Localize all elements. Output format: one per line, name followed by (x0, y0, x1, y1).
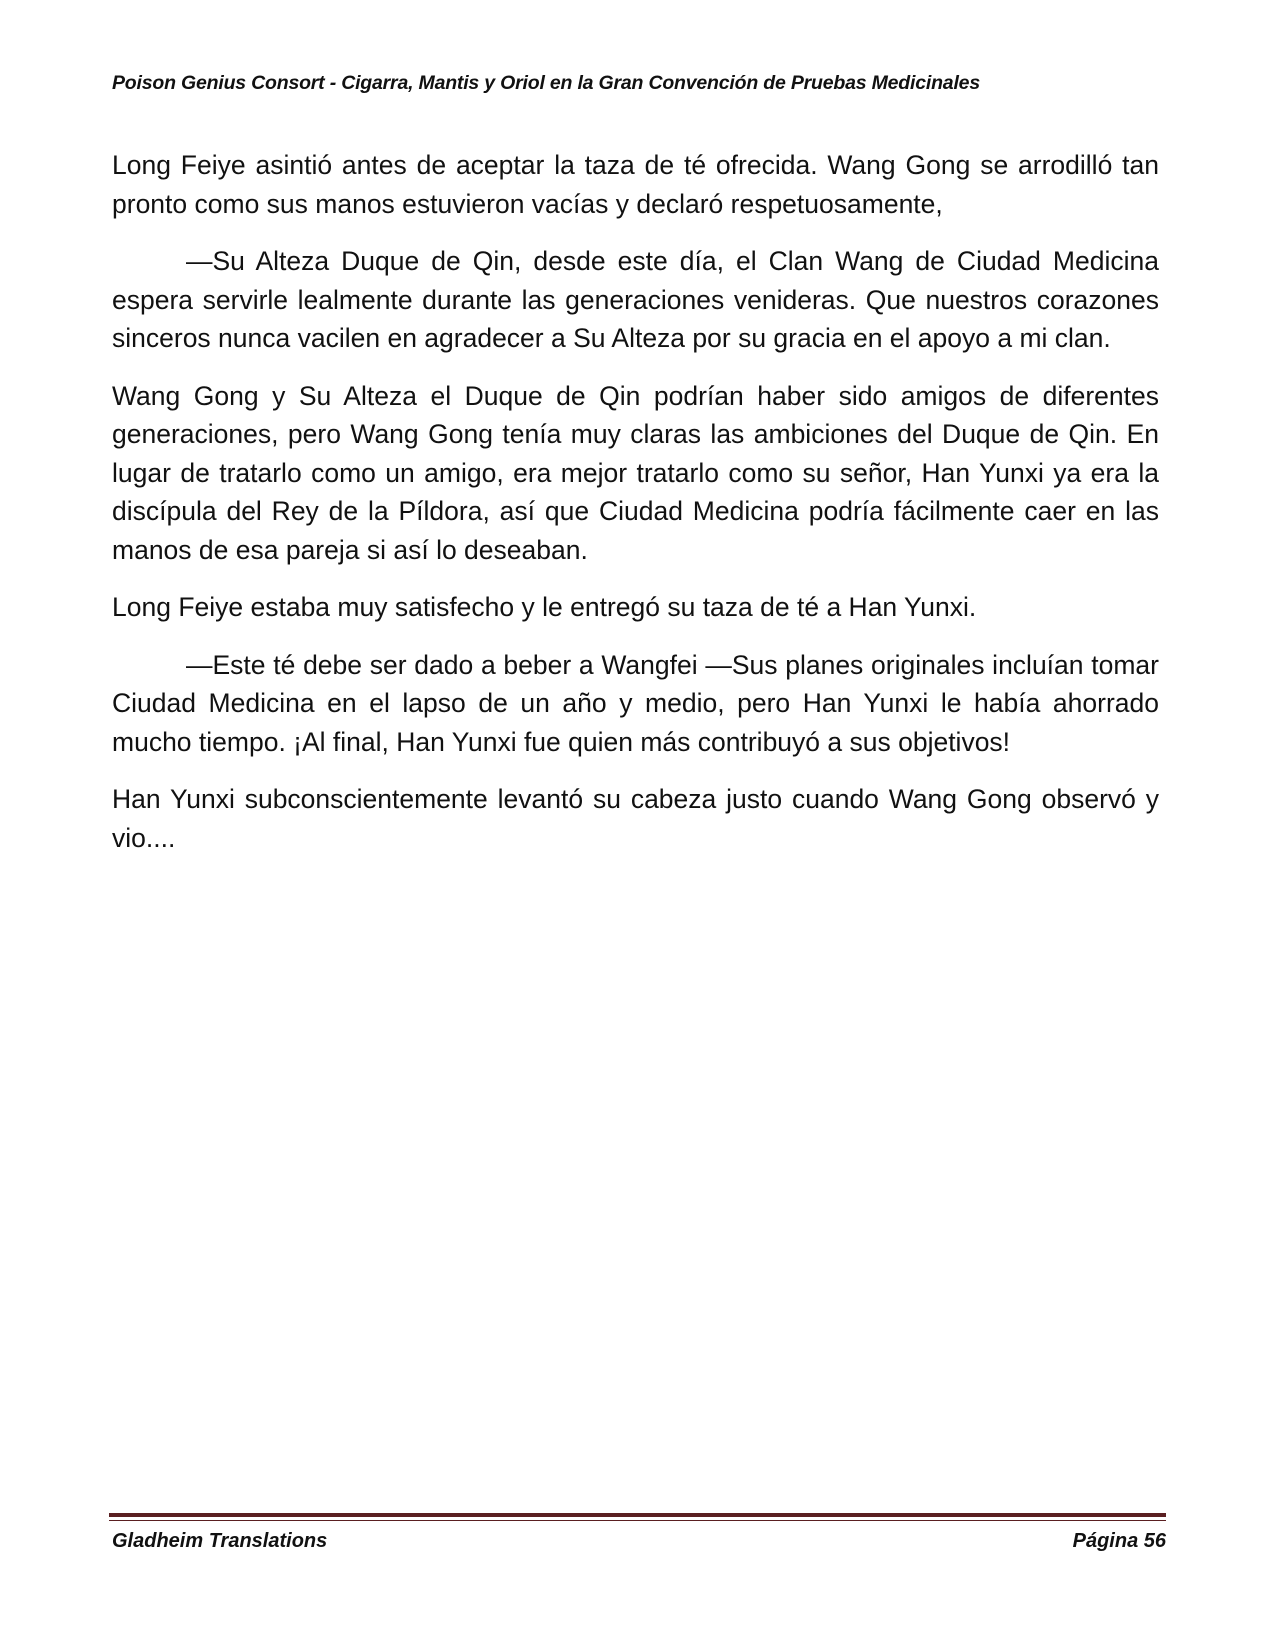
paragraph-5-dialogue: —Este té debe ser dado a beber a Wangfei —Sus planes originales incluían tomar Ciudad Medicina en el lapso de un año y medio, pero Han Yunxi le había ahorrado mucho tiempo. ¡Al final, Han Yunxi fue quien más contribuyó a sus objetivos! (112, 649, 1159, 757)
paragraph-3: Wang Gong y Su Alteza el Duque de Qin podrían haber sido amigos de diferentes generaciones, pero Wang Gong tenía muy claras las ambiciones del Duque de Qin. En lugar de tratarlo como un amigo, era mejor tratarlo como su señor, Han Yunxi ya era la discípula del Rey de la Píldora, así que Ciudad Medicina podría fácilmente caer en las manos de esa pareja si así lo deseaban. (112, 380, 1159, 565)
paragraph-1: Long Feiye asintió antes de aceptar la taza de té ofrecida. Wang Gong se arrodilló tan pronto como sus manos estuvieron vacías y declaró respetuosamente, (112, 150, 1159, 219)
footer-divider-thin (109, 1520, 1166, 1521)
running-header: Poison Genius Consort - Cigarra, Mantis y Oriol en la Gran Convención de Pruebas Medicinales (112, 72, 980, 94)
paragraph-4: Long Feiye estaba muy satisfecho y le entregó su taza de té a Han Yunxi. (112, 592, 977, 622)
footer-divider-thick (109, 1513, 1166, 1517)
body-text (112, 146, 1159, 876)
paragraph-6: Han Yunxi subconscientemente levantó su cabeza justo cuando Wang Gong observó y vio.... (112, 784, 1159, 853)
footer-publisher: Gladheim Translations (112, 1530, 328, 1552)
paragraph-2-dialogue: —Su Alteza Duque de Qin, desde este día, el Clan Wang de Ciudad Medicina espera servirle lealmente durante las generaciones venideras. Que nuestros corazones sinceros nunca vacilen en agradecer a Su Alteza por su gracia en el apoyo a mi clan. (112, 246, 1159, 353)
footer-page-number: Página 56 (1072, 1530, 1166, 1552)
